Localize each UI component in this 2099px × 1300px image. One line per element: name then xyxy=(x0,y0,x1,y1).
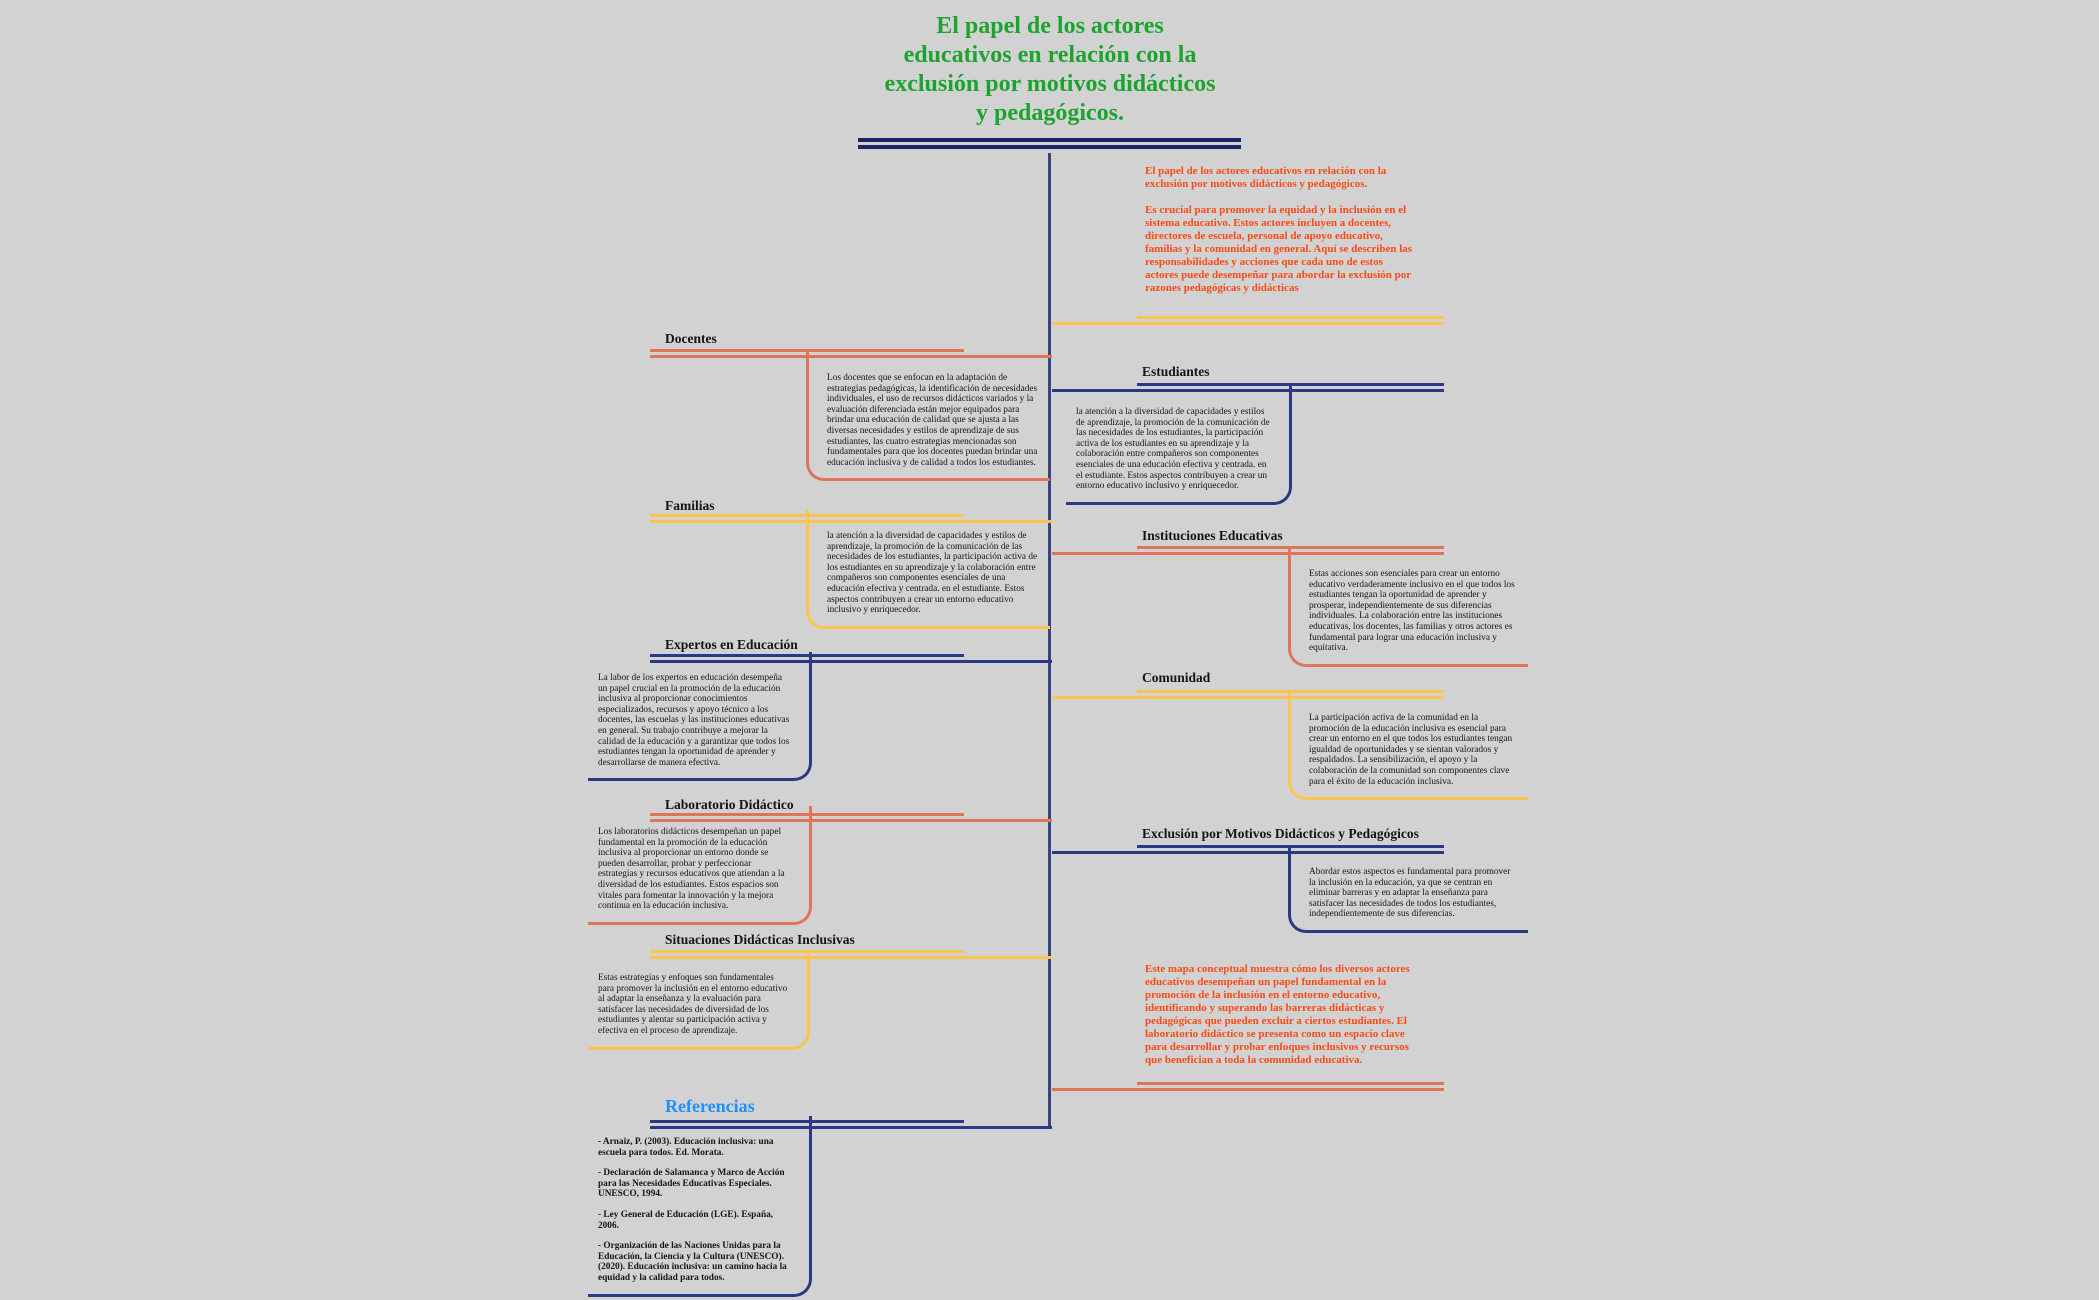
node-label-situaciones: Situaciones Didácticas Inclusivas xyxy=(665,932,855,947)
situaciones-text-block xyxy=(588,966,810,1050)
familias-text: la atención a la diversidad de capacidades y estilos de aprendizaje, la promoción de la comunicación de las necesidades de los estudiantes, la participación activa de los estudiantes en su aprendizaje y la colaboración entre compañeros son componentes esenciales de una educación efectiva y centrada. en el estudiante. Estos aspectos contribuyen a crear un entorno educativo inclusivo y enriquecedor. xyxy=(827,531,1038,616)
familias-underline xyxy=(650,514,1052,523)
docentes-text-block xyxy=(806,366,1050,481)
node-label-expertos: Expertos en Educación xyxy=(665,637,798,652)
map-title xyxy=(850,12,1250,128)
reference-item: - Declaración de Salamanca y Marco de Acción para las Necesidades Educativas Especiales. UNESCO, 1994. xyxy=(598,1168,785,1200)
comunidad-underline xyxy=(1052,690,1444,699)
intro-underline xyxy=(1052,316,1444,325)
instituciones-underline xyxy=(1052,546,1444,555)
laboratorio-text-block xyxy=(588,820,812,925)
exclusion-text-block xyxy=(1288,860,1528,933)
referencias-underline xyxy=(650,1120,1052,1129)
situaciones-text: Estas estrategias y enfoques son fundamentales para promover la inclusión en el entorno educativo al adaptar la enseñanza y la evaluación para satisfacer las necesidades de diversidad de los estudiantes y alentar su participación activa y efectiva en el proceso de aprendizaje. xyxy=(598,973,788,1036)
central-spine-connector xyxy=(1048,153,1051,1126)
node-label-docentes: Docentes xyxy=(665,331,717,346)
intro-paragraph-body: Es crucial para promover la equidad y la inclusión en el sistema educativo. Estos actores incluyen a docentes, directores de escuela, personal de apoyo educativo, familias y la comunidad en general. Aquí se describen las responsabilidades y acciones que cada uno de estos actores puede desempeñar para abordar la exclusión por razones pedagógicas y didácticas xyxy=(1145,204,1413,294)
instituciones-text: Estas acciones son esenciales para crear un entorno educativo verdaderamente inclusivo en el que todos los estudiantes tengan la oportunidad de aprender y prosperar, independientemente de sus diferencias individuales. La colaboración entre las instituciones educativas, los docentes, las familias y otros actores es fundamental para lograr una educación inclusiva y equitativa. xyxy=(1309,569,1515,654)
map-title-line: exclusión por motivos didácticos xyxy=(884,71,1216,97)
familias-text-block xyxy=(806,524,1050,629)
estudiantes-text-block xyxy=(1066,400,1292,505)
node-label-familias: Familias xyxy=(665,498,715,513)
intro-paragraph xyxy=(1145,165,1413,295)
exclusion-underline xyxy=(1052,845,1444,854)
docentes-underline xyxy=(650,349,1052,358)
comunidad-text: La participación activa de la comunidad en la promoción de la educación inclusiva es esencial para crear un entorno en el que todos los estudiantes tengan igualdad de oportunidades y se sientan valorados y respaldados. La sensibilización, el apoyo y la colaboración de la comunidad son componentes clave para el éxito de la educación inclusiva. xyxy=(1309,713,1513,787)
reference-item: - Organización de las Naciones Unidas para la Educación, la Ciencia y la Cultura (UNESCO). (2020). Educación inclusiva: un camino hacia la equidad y la calidad para todos. xyxy=(598,1241,787,1283)
intro-paragraph-heading: El papel de los actores educativos en relación con la exclusión por motivos didácticos y pedagógicos. xyxy=(1145,165,1387,190)
reference-item: - Ley General de Educación (LGE). España, 2006. xyxy=(598,1209,774,1231)
node-label-estudiantes: Estudiantes xyxy=(1142,364,1210,379)
laboratorio-text: Los laboratorios didácticos desempeñan un papel fundamental en la promoción de la educación inclusiva al proporcionar un entorno donde se pueden desarrollar, probar y perfeccionar estrategias y recursos educativos que atiendan a la diversidad de los estudiantes. Estos espacios son vitales para fomentar la innovación y la mejora continua en la educación inclusiva. xyxy=(598,827,785,912)
node-label-comunidad: Comunidad xyxy=(1142,670,1211,685)
closing-paragraph xyxy=(1145,963,1421,1067)
comunidad-text-block xyxy=(1288,706,1528,800)
title-underline xyxy=(858,138,1241,149)
reference-item: - Arnaiz, P. (2003). Educación inclusiva: una escuela para todos. Ed. Morata. xyxy=(598,1137,774,1158)
expertos-text-block xyxy=(588,666,812,781)
referencias-text-block xyxy=(588,1130,812,1297)
exclusion-text: Abordar estos aspectos es fundamental para promover la inclusión en la educación, ya que se centran en eliminar barreras y en adaptar la enseñanza para satisfacer las necesidades de todos los estudiantes, independientemente de sus diferencias. xyxy=(1309,867,1511,920)
expertos-text: La labor de los expertos en educación desempeña un papel crucial en la promoción de la educación inclusiva al proporcionar conocimientos especializados, recursos y apoyo técnico a los docentes, las escuelas y las instituciones educativas en general. Su trabajo contribuye a mejorar la calidad de la educación y a garantizar que todos los estudiantes tengan la oportunidad de aprender y desarrollarse de manera efectiva. xyxy=(598,673,790,768)
closing-underline xyxy=(1052,1082,1444,1091)
estudiantes-text: la atención a la diversidad de capacidades y estilos de aprendizaje, la promoción de la comunicación de las necesidades de los estudiantes, la participación activa de los estudiantes en su aprendizaje y la colaboración entre compañeros son componentes esenciales de una educación efectiva y centrada. en el estudiante. Estos aspectos contribuyen a crear un entorno educativo inclusivo y enriquecedor. xyxy=(1076,407,1270,492)
node-label-referencias: Referencias xyxy=(665,1096,755,1116)
node-label-exclusion: Exclusión por Motivos Didácticos y Pedagógicos xyxy=(1142,826,1419,841)
map-title-line: El papel de los actores xyxy=(936,13,1164,39)
map-title-line: y pedagógicos. xyxy=(975,100,1124,126)
situaciones-underline xyxy=(650,950,1052,959)
node-label-instituciones: Instituciones Educativas xyxy=(1142,528,1283,543)
closing-paragraph-text: Este mapa conceptual muestra cómo los diversos actores educativos desempeñan un papel fundamental en la promoción de la inclusión en el entorno educativo, identificando y superando las barreras didácticas y pedagógicas que pueden excluir a ciertos estudiantes. El laboratorio didáctico se presenta como un espacio clave para desarrollar y probar enfoques inclusivos y recursos que benefician a toda la comunidad educativa. xyxy=(1145,963,1410,1066)
estudiantes-underline xyxy=(1052,383,1444,392)
expertos-underline xyxy=(650,654,1052,663)
map-title-line: educativos en relación con la xyxy=(903,42,1197,68)
docentes-text: Los docentes que se enfocan en la adaptación de estrategias pedagógicas, la identificación de necesidades individuales, el uso de recursos didácticos variados y la evaluación diferenciada están mejor equipados para brindar una educación de calidad que se ajusta a las diversas necesidades y estilos de aprendizaje de sus estudiantes, las cuatro estrategias mencionadas son fundamentales para que los docentes puedan brindar una educación inclusiva y de calidad a todos los estudiantes. xyxy=(827,373,1038,468)
instituciones-text-block xyxy=(1288,562,1528,667)
node-label-laboratorio: Laboratorio Didáctico xyxy=(665,797,794,812)
